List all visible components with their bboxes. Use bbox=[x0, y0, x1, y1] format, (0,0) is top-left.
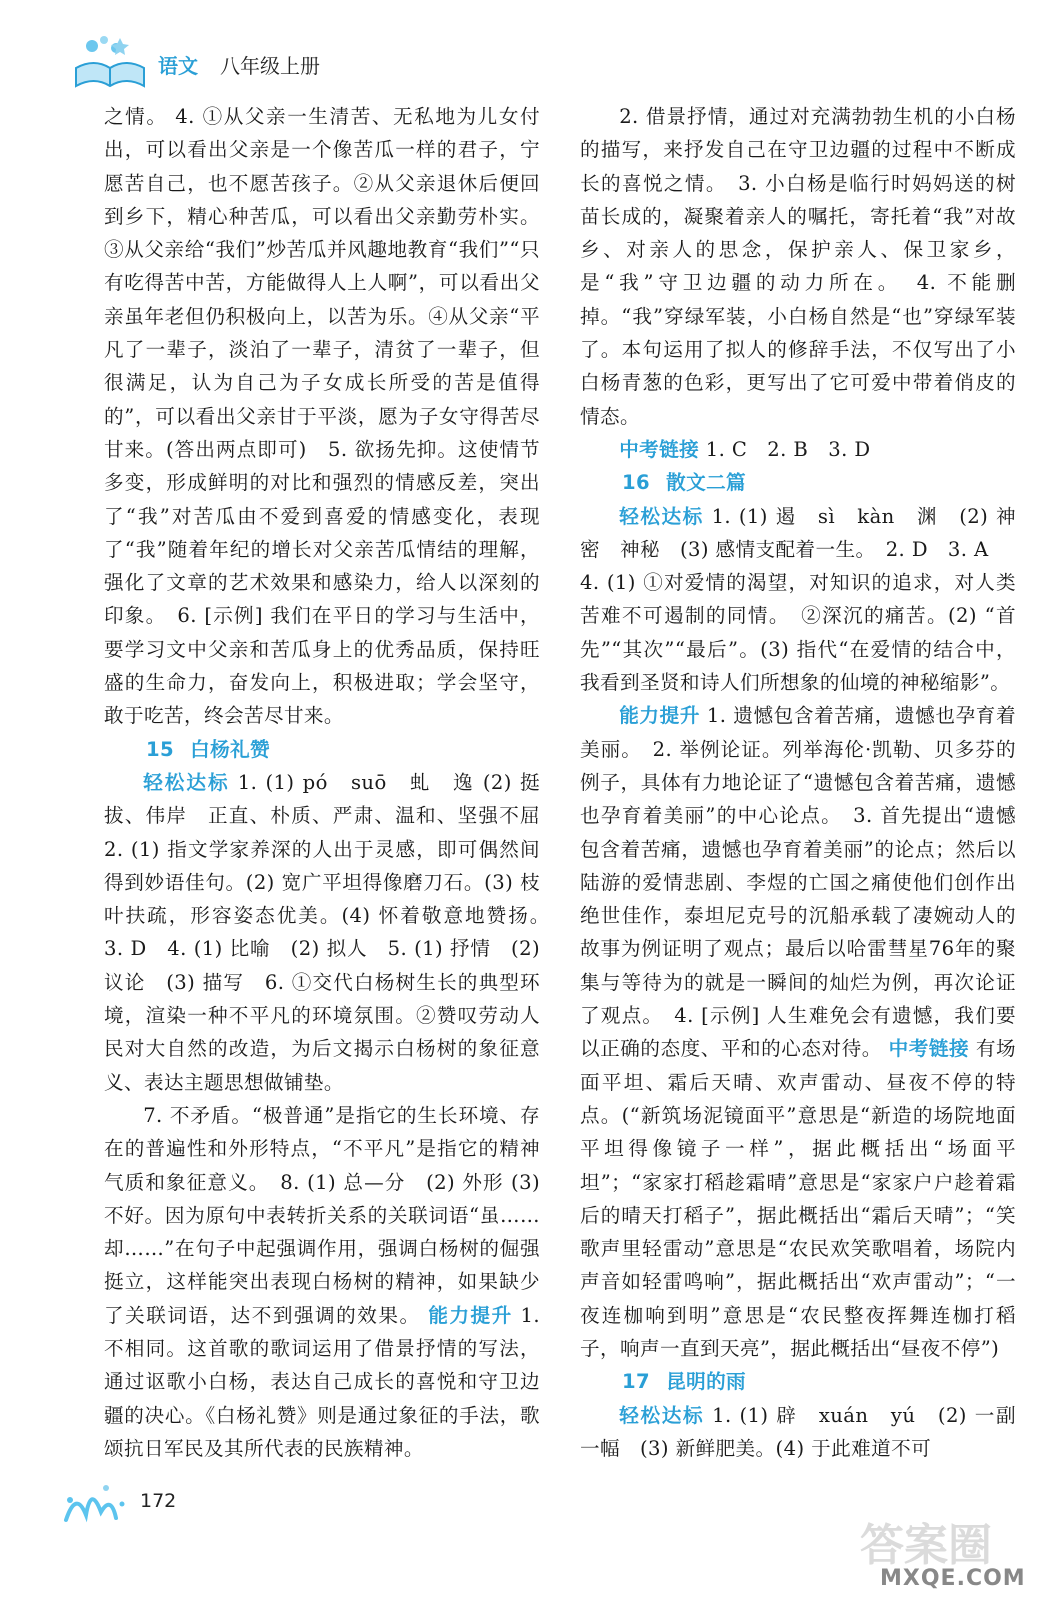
answer-paragraph bbox=[580, 1399, 1036, 1466]
label-exam-link: 中考链接 bbox=[888, 1037, 970, 1061]
label-easy-standard: 轻松达标 bbox=[619, 504, 704, 528]
answer-text: 有场面平坦、霜后天晴、欢声雷动、昼夜不停的特点。(“新筑场泥镜面平”意思是“新造的场院地面平坦得像镜子一样”，据此概括出“场面平坦”；“家家打稻趁霜晴”意思是“家家户户趁着霜后的晴天打稻子”，据此概括出“霜后天晴”；“笑歌声里轻雷动”意思是“农民欢笑歌唱着，场院内声音如轻雷鸣响”，据此概括出“欢声雷动”；“一夜连枷响到明”意思是“农民整夜挥舞连枷打稻子，响声一直到天亮”，据此概括出“昼夜不停”) bbox=[580, 1037, 1016, 1360]
book-logo-icon bbox=[70, 28, 150, 92]
right-column bbox=[580, 100, 1036, 1465]
section-number: 16 bbox=[622, 471, 651, 495]
label-ability-improve: 能力提升 bbox=[619, 704, 701, 728]
label-exam-link: 中考链接 bbox=[619, 437, 700, 461]
answer-paragraph: 4. (1) ①对爱情的渴望，对知识的追求，对人类苦难不可遏制的同情。 ②深沉的痛苦。(2) “首先”“其次”“最后”。(3) 指代“在爱情的结合中，我看到圣贤和诗人们所想象的仙境的神秘缩影”。 bbox=[580, 571, 1016, 695]
header-subject: 语文 bbox=[158, 54, 198, 78]
label-easy-standard: 轻松达标 bbox=[143, 770, 230, 794]
answer-text: 1. 不相同。这首歌的歌词运用了借景抒情的写法，通过讴歌小白杨，表达自己成长的喜悦和守卫边疆的决心。《白杨礼赞》则是通过象征的手法，歌颂抗日军民及其所代表的民族精神。 bbox=[104, 1303, 541, 1460]
label-easy-standard: 轻松达标 bbox=[619, 1403, 705, 1427]
answer-paragraph bbox=[104, 766, 560, 1099]
answer-paragraph bbox=[580, 433, 1016, 466]
label-ability-improve: 能力提升 bbox=[428, 1303, 513, 1327]
answer-paragraph bbox=[104, 1099, 540, 1465]
page-header bbox=[70, 28, 370, 92]
section-heading-16 bbox=[580, 466, 1016, 499]
answer-paragraph bbox=[580, 699, 1016, 1365]
page-number: 172 bbox=[140, 1490, 177, 1512]
answer-paragraph: 之情。 4. ①从父亲一生清苦、无私地为儿女付出，可以看出父亲是一个像苦瓜一样的君子，宁愿苦自己，也不愿苦孩子。②从父亲退休后便回到乡下，精心种苦瓜，可以看出父亲勤劳朴实。③从父亲给“我们”炒苦瓜并风趣地教育“我们”“只有吃得苦中苦，方能做得人上人啊”，可以看出父亲虽年老但仍积极向上，以苦为乐。④从父亲“平凡了一辈子，淡泊了一辈子，清贫了一辈子，但很满足，认为自己为子女成长所受的苦是值得的”，可以看出父亲甘于平淡，愿为子女守得苦尽甘来。(答出两点即可) 5. 欲扬先抑。这使情节多变，形成鲜明的对比和强烈的情感反差，突出了“我”对苦瓜由不爱到喜爱的情感变化，表现了“我”随着年纪的增长对父亲苦瓜情结的理解，强化了文章的艺术效果和感染力，给人以深刻的印象。 6. [示例] 我们在平日的学习与生活中，要学习文中父亲和苦瓜身上的优秀品质，保持旺盛的生命力，奋发向上，积极进取；学会坚守，敢于吃苦，终会苦尽甘来。 bbox=[104, 105, 540, 728]
watermark-url: MXQE.COM bbox=[880, 1566, 1026, 1591]
answer-paragraph bbox=[580, 500, 1016, 567]
answer-text: 1. C 2. B 3. D bbox=[699, 437, 871, 461]
section-title: 白杨礼赞 bbox=[190, 737, 271, 761]
splash-decoration-icon bbox=[56, 1470, 136, 1530]
section-heading-15 bbox=[104, 733, 540, 766]
left-column bbox=[104, 100, 560, 1465]
answer-paragraph: 2. 借景抒情，通过对充满勃勃生机的小白杨的描写，来抒发自己在守卫边疆的过程中不断成长的喜悦之情。 3. 小白杨是临行时妈妈送的树苗长成的，凝聚着亲人的嘱托，寄托着“我”对故乡、对亲人的思念，保护亲人、保卫家乡，是“我”守卫边疆的动力所在。 4. 不能删掉。“我”穿绿军装，小白杨自然是“也”穿绿军装了。本句运用了拟人的修辞手法，不仅写出了小白杨青葱的色彩，更写出了它可爱中带着俏皮的情态。 bbox=[580, 105, 1016, 428]
answer-text: 1. 遗憾包含着苦痛，遗憾也孕育着美丽。 2. 举例论证。列举海伦·凯勒、贝多芬的例子，具体有力地论证了“遗憾包含着苦痛，遗憾也孕育着美丽”的中心论点。 3. 首先提出“遗憾包含着苦痛，遗憾也孕育着美丽”的论点；然后以陆游的爱情悲剧、李煜的亡国之痛使他们创作出绝世佳作，泰坦尼克号的沉船承载了凄婉动人的故事为例证明了观点；最后以哈雷彗星76年的聚集与等待为的就是一瞬间的灿烂为例，再次论证了观点。 4. [示例] 人生难免会有遗憾，我们要以正确的态度、平和的心态对待。 bbox=[580, 704, 1016, 1061]
section-title: 昆明的雨 bbox=[666, 1370, 747, 1394]
section-number: 17 bbox=[622, 1370, 651, 1394]
section-heading-17 bbox=[580, 1365, 1016, 1398]
answer-text: 1. (1) pó suō 虬 逸 (2) 挺拔、伟岸 正直、朴质、严肃、温和、坚强不屈 2. (1) 指文学家养深的人出于灵感，即可偶然间得到妙语佳句。(2) 宽广平坦得像磨刀石。(3) 枝叶扶疏，形容姿态优美。(4) 怀着敬意地赞扬。 3. D 4. (1) 比喻 (2) 拟人 5. (1) 抒情 (2) 议论 (3) 描写 6. ①交代白杨树生长的典型环境，渲染一种不平凡的环境氛围。②赞叹劳动人民对大自然的改造，为后文揭示白杨树的象征意义、表达主题思想做铺垫。 bbox=[104, 770, 560, 1094]
answer-text: 1. (1) 辟 xuán yú (2) 一副 一幅 (3) 新鲜肥美。(4) 于此难道不可 bbox=[580, 1403, 1036, 1460]
header-grade: 八年级上册 bbox=[220, 54, 320, 78]
section-title: 散文二篇 bbox=[666, 471, 747, 495]
watermark-text: 答案圈 bbox=[860, 1520, 992, 1571]
answer-text: 1. (1) 遏 sì kàn 渊 (2) 神密 神秘 (3) 感情支配着一生。 2. D 3. A bbox=[580, 504, 1016, 561]
section-number: 15 bbox=[146, 737, 175, 761]
answer-text: 7. 不矛盾。“极普通”是指它的生长环境、存在的普遍性和外形特点，“不平凡”是指它的精神气质和象征意义。 8. (1) 总—分 (2) 外形 (3) 不好。因为原句中表转折关系的关联词语“虽……却……”在句子中起强调作用，强调白杨树的倔强挺立，这样能突出表现白杨树的精神，如果缺少了关联词语，达不到强调的效果。 bbox=[104, 1103, 540, 1327]
